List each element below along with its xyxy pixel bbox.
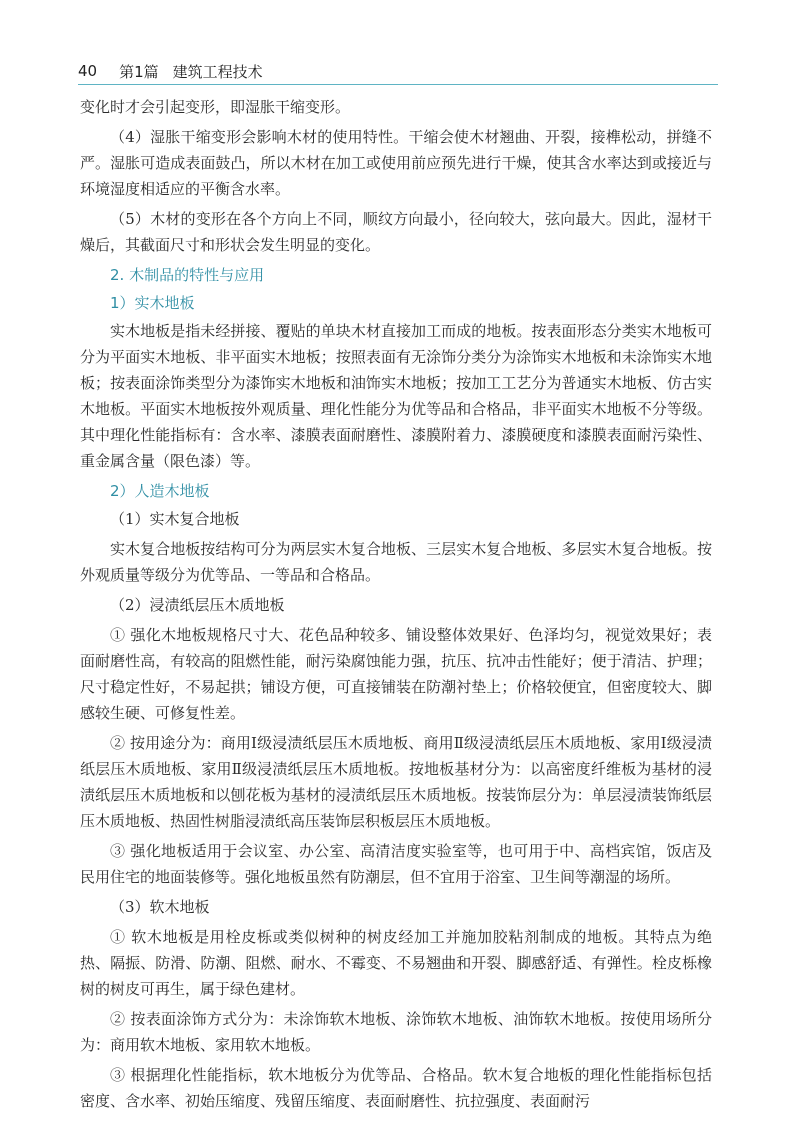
paragraph: ① 强化木地板规格尺寸大、花色品种较多、铺设整体效果好、色泽均匀，视觉效果好；表面耐磨性高，有较高的阻燃性能，耐污染腐蚀能力强，抗压、抗冲击性能好；便于清洁、护理；尺寸稳定性好，不易起拱；铺设方便，可直接铺装在防潮衬垫上；价格较便宜，但密度较大、脚感较生硬、可修复性差。: [80, 626, 712, 722]
subsection-heading: （1）实木复合地板: [110, 510, 240, 528]
page-number: 40: [78, 62, 98, 80]
subsection-heading: （2）浸渍纸层压木质地板: [110, 596, 285, 614]
section-heading: 2）人造木地板: [110, 482, 210, 500]
section-heading: 1）实木地板: [110, 294, 195, 312]
part-label: 第1篇: [119, 62, 159, 81]
running-header: [78, 58, 718, 84]
paragraph: 实木复合地板按结构可分为两层实木复合地板、三层实木复合地板、多层实木复合地板。按外观质量等级分为优等品、一等品和合格品。: [80, 540, 712, 584]
paragraph: 实木地板是指未经拼接、覆贴的单块木材直接加工而成的地板。按表面形态分类实木地板可分为平面实木地板、非平面实木地板；按照表面有无涂饰分类分为涂饰实木地板和未涂饰实木地板；按表面涂饰类型分为漆饰实木地板和油饰实木地板；按加工工艺分为普通实木地板、仿古实木地板。平面实木地板按外观质量、理化性能分为优等品和合格品，非平面实木地板不分等级。其中理化性能指标有：含水率、漆膜表面耐磨性、漆膜附着力、漆膜硬度和漆膜表面耐污染性、重金属含量（限色漆）等。: [80, 322, 712, 470]
section-title: 建筑工程技术: [172, 62, 263, 81]
paragraph: （4）湿胀干缩变形会影响木材的使用特性。干缩会使木材翘曲、开裂，接榫松动，拼缝不严。湿胀可造成表面鼓凸，所以木材在加工或使用前应预先进行干燥，使其含水率达到或接近与环境湿度相适应的平衡含水率。: [80, 128, 712, 198]
header-divider: [78, 84, 718, 85]
paragraph: ② 按用途分为：商用Ⅰ级浸渍纸层压木质地板、商用Ⅱ级浸渍纸层压木质地板、家用Ⅰ级浸渍纸层压木质地板、家用Ⅱ级浸渍纸层压木质地板。按地板基材分为：以高密度纤维板为基材的浸渍纸层压木质地板和以刨花板为基材的浸渍纸层压木质地板。按装饰层分为：单层浸渍装饰纸层压木质地板、热固性树脂浸渍纸高压装饰层积板层压木质地板。: [80, 734, 712, 830]
section-heading: 2. 木制品的特性与应用: [110, 266, 265, 284]
subsection-heading: （3）软木地板: [110, 898, 210, 916]
body-text: [80, 94, 712, 1118]
paragraph: ② 按表面涂饰方式分为：未涂饰软木地板、涂饰软木地板、油饰软木地板。按使用场所分为：商用软木地板、家用软木地板。: [80, 1010, 712, 1054]
paragraph-continuation: 变化时才会引起变形，即湿胀干缩变形。: [80, 98, 351, 116]
paragraph: ① 软木地板是用栓皮栎或类似树种的树皮经加工并施加胶粘剂制成的地板。其特点为绝热、隔振、防滑、防潮、阻燃、耐水、不霉变、不易翘曲和开裂、脚感舒适、有弹性。栓皮栎橡树的树皮可再生，属于绿色建材。: [80, 928, 712, 998]
paragraph: ③ 根据理化性能指标，软木地板分为优等品、合格品。软木复合地板的理化性能指标包括密度、含水率、初始压缩度、残留压缩度、表面耐磨性、抗拉强度、表面耐污: [80, 1066, 712, 1110]
paragraph: ③ 强化地板适用于会议室、办公室、高清洁度实验室等，也可用于中、高档宾馆，饭店及民用住宅的地面装修等。强化地板虽然有防潮层，但不宜用于浴室、卫生间等潮湿的场所。: [80, 842, 712, 886]
paragraph: （5）木材的变形在各个方向上不同，顺纹方向最小，径向较大，弦向最大。因此，湿材干燥后，其截面尺寸和形状会发生明显的变化。: [80, 210, 712, 254]
